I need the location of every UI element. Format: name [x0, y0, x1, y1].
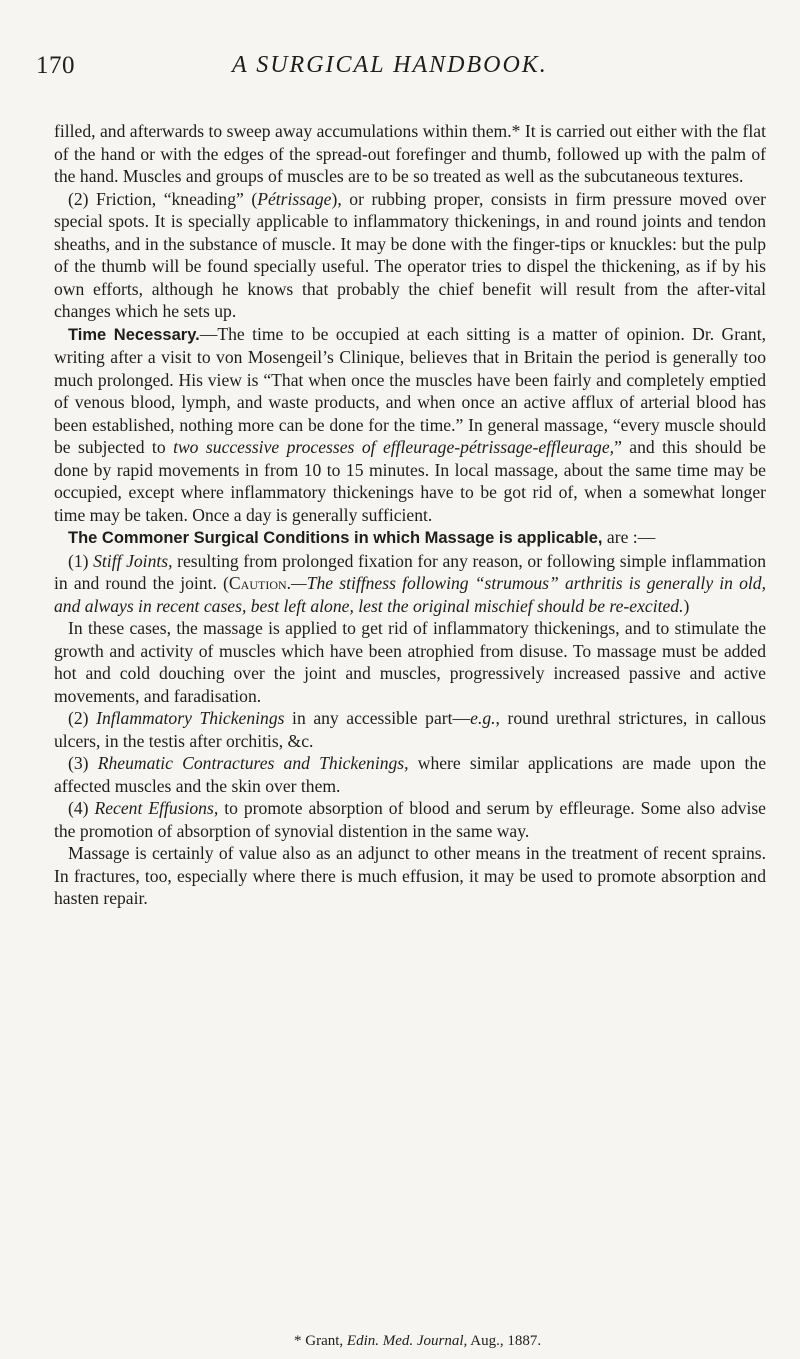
- running-head: A SURGICAL HANDBOOK.: [232, 52, 548, 78]
- paragraph-stiff-joints: (1) Stiff Joints, resulting from prolonged fixation for any reason, or following simple inflammation in and round the joint. (Caution.—The stiffness following “strumous” arthritis is generally in old, and always in recent cases, best left alone, lest the original mischief should be re-excited.): [54, 550, 767, 616]
- caution-label: Caution.: [228, 573, 292, 593]
- paragraph-rheumatic-contractures: (3) Rheumatic Contractures and Thickenings, where similar applications are made upon the affected muscles and the skin over them.: [54, 753, 766, 796]
- body-text: [54, 120, 766, 910]
- heading-time-necessary: Time Necessary.: [68, 325, 200, 344]
- paragraph-time-necessary: Time Necessary.—The time to be occupied at each sitting is a matter of opinion. Dr. Grant, writing after a visit to von Mosengeil’s Clinique, believes that in Britain the period is generally too much prolonged. His view is “That when once the muscles have been fairly and completely emptied of venous blood, lymph, and waste products, and when once an active afflux of arterial blood has been established, nothing more can be done for the time.” In general massage, “every muscle should be subjected to two successive processes of effleurage-pétrissage-effleurage,” and this should be done by rapid movements in from 10 to 15 minutes. In local massage, about the same time may be occupied, except where inflammatory thickenings have to be got rid of, when a somewhat longer time may be taken. Once a day is generally sufficient.: [54, 323, 766, 525]
- paragraph-inflammatory-thickenings: (2) Inflammatory Thickenings in any accessible part—e.g., round urethral strictures, in callous ulcers, in the testis after orchitis, &c.: [54, 708, 766, 751]
- term-recent-effusions: Recent Effusions,: [94, 798, 219, 818]
- term-inflammatory-thickenings: Inflammatory Thickenings: [96, 708, 285, 728]
- paragraph-sprains-fractures: Massage is certainly of value also as an adjunct to other means in the treatment of recent sprains. In fractures, too, especially where there is much effusion, it may be used to promote absorption and hasten repair.: [54, 843, 766, 908]
- page-header: [36, 52, 760, 86]
- footnote-journal: Edin. Med. Journal,: [346, 1333, 468, 1349]
- term-rheumatic-contractures: Rheumatic Contractures and Thickenings,: [97, 753, 409, 773]
- paragraph-massage-application: In these cases, the massage is applied to get rid of inflammatory thickenings, and to stimulate the growth and activity of muscles which have been atrophied from disuse. To massage must be added hot and cold douching over the joint and muscles, progressively increased passive and active movements, and faradisation.: [54, 618, 766, 706]
- page-number: 170: [36, 52, 75, 79]
- caution-text: —The stiffness following “strumous” arthritis is generally in old, and always in recent cases, best left alone, lest the original mischief should be re-excited.: [54, 573, 767, 616]
- term-stiff-joints: Stiff Joints,: [93, 550, 173, 571]
- term-petrissage: Pétrissage: [257, 188, 332, 209]
- paragraph-friction: (2) Friction, “kneading” (Pétrissage), or rubbing proper, consists in firm pressure moved over special spots. It is specially applicable to inflammatory thickenings, in and round joints and tendon sheaths, and in the substance of muscle. It may be done with the finger-tips or knuckles: but the pulp of the thumb will be found specially useful. The operator tries to dispel the thickening, as if by his own efforts, although he knows that probably the chief benefit will result from the after-vital changes which he sets up.: [54, 188, 766, 321]
- footnote: * Grant, Edin. Med. Journal, Aug., 1887.: [294, 1333, 542, 1349]
- paragraph-recent-effusions: (4) Recent Effusions, to promote absorption of blood and serum by effleurage. Some also advise the promotion of absorption of synovial distention in the same way.: [54, 798, 766, 841]
- paragraph-commoner-conditions: The Commoner Surgical Conditions in which Massage is applicable, are :—: [68, 527, 656, 547]
- quote-successive-processes: two successive processes of effleurage-pétrissage-effleurage,: [173, 437, 615, 457]
- heading-commoner-conditions: The Commoner Surgical Conditions in which Massage is applicable,: [68, 529, 603, 547]
- paragraph-effleurage-continued: filled, and afterwards to sweep away accumulations within them.* It is carried out either with the flat of the hand or with the edges of the spread-out forefinger and thumb, followed up with the palm of the hand. Muscles and groups of muscles are to be so treated as well as the subcutaneous textures.: [54, 121, 766, 186]
